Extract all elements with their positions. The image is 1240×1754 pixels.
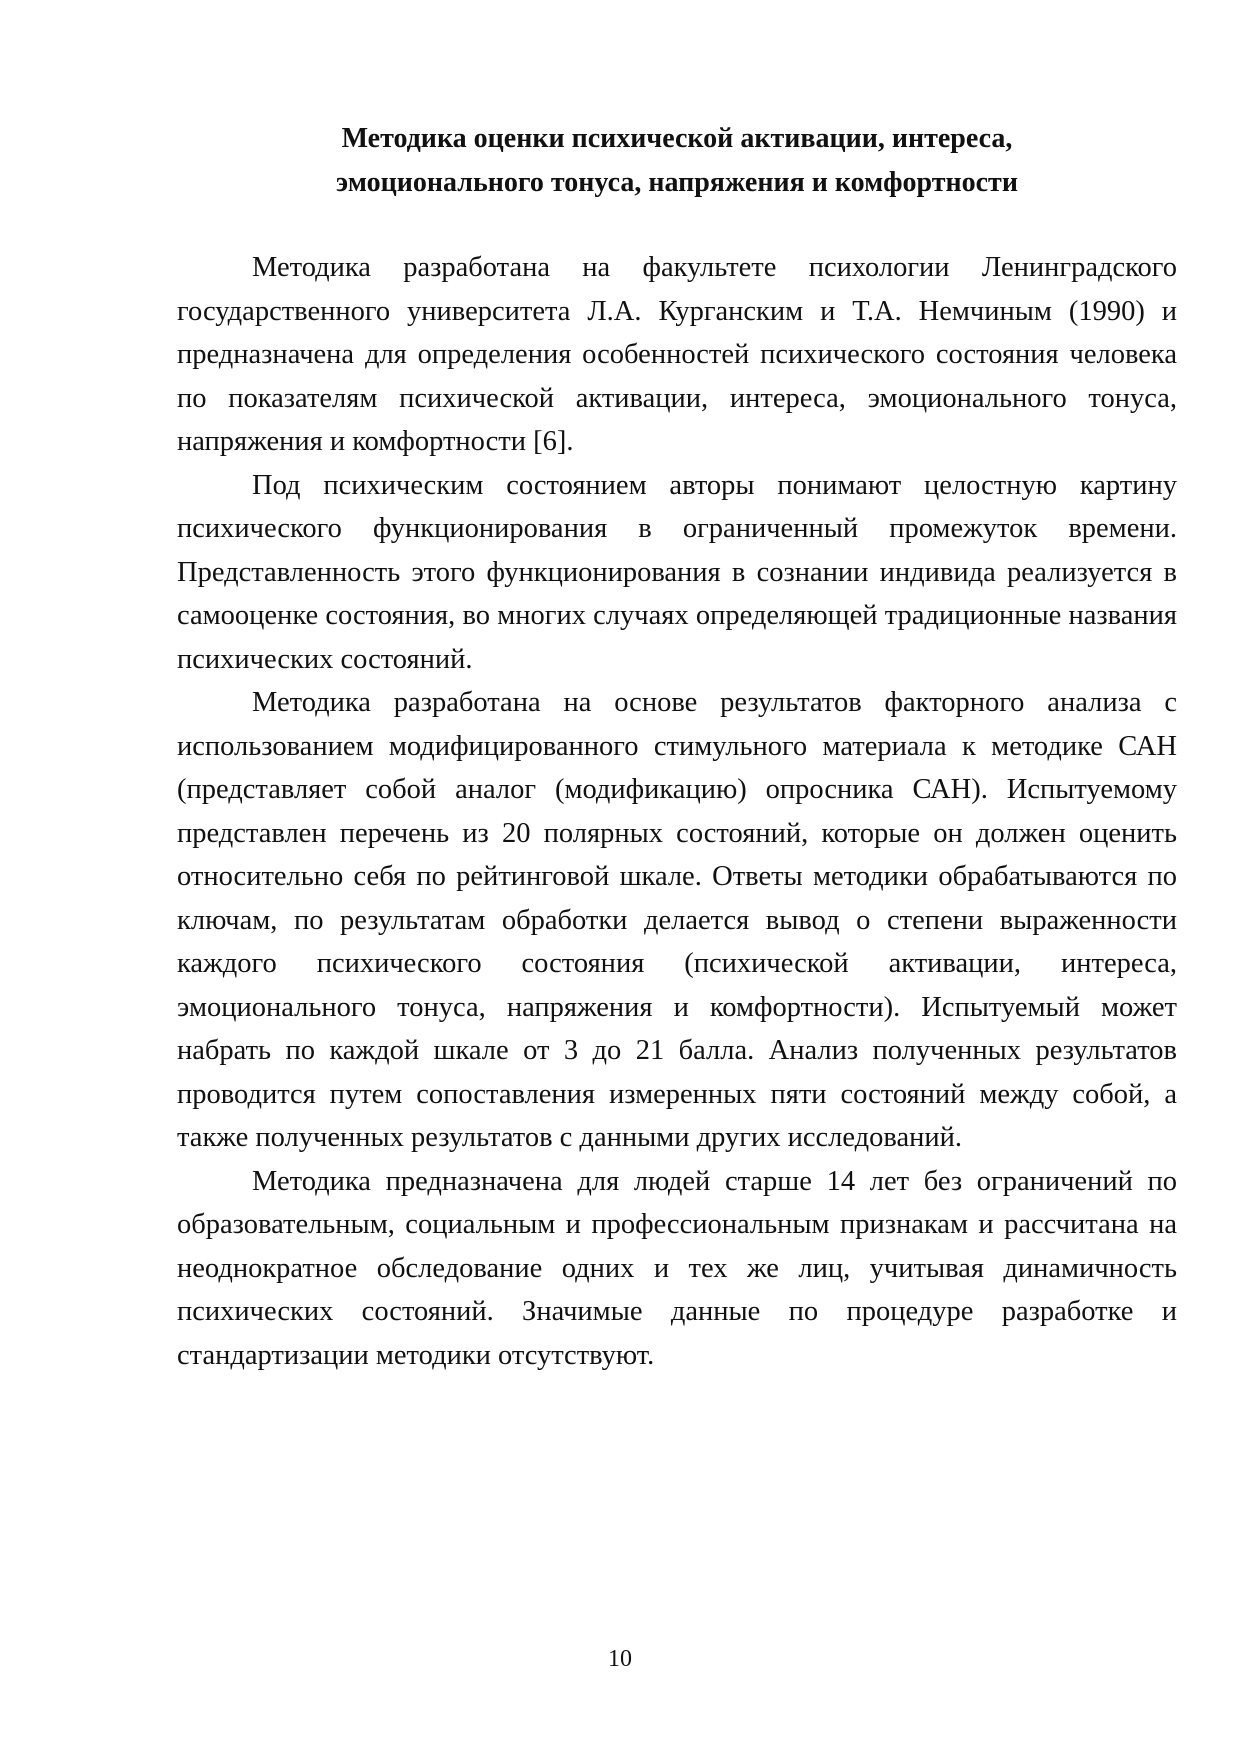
body-text <box>177 246 1177 1377</box>
page-number: 10 <box>608 1646 632 1672</box>
title-line-1: Методика оценки психической активации, интереса, <box>341 123 1013 154</box>
paragraph-2: Под психическим состоянием авторы понимают целостную картину психического функционирования в ограниченный промежуток времени. Представленность этого функционирования в сознании индивида реализуется в самооценке состояния, во многих случаях определяющей традиционные названия психических состояний. <box>177 469 1177 675</box>
page-title <box>177 117 1177 205</box>
paragraph-3: Методика разработана на основе результатов факторного анализа с использованием модифицированного стимульного материала к методике САН (представляет собой аналог (модификацию) опросника САН). Испытуемому представлен перечень из 20 полярных состояний, которые он должен оценить относительно себя по рейтинговой шкале. Ответы методики обрабатываются по ключам, по результатам обработки делается вывод о степени выраженности каждого психического состояния (психической активации, интереса, эмоционального тонуса, напряжения и комфортности). Испытуемый может набрать по каждой шкале от 3 до 21 балла. Анализ полученных результатов проводится путем сопоставления измеренных пяти состояний между собой, а также полученных результатов с данными других исследований. <box>177 687 1177 1153</box>
paragraph-4: Методика предназначена для людей старше 14 лет без ограничений по образовательным, социальным и профессиональным признакам и рассчитана на неоднократное обследование одних и тех же лиц, учитывая динамичность психических состояний. Значимые данные по процедуре разработке и стандартизации методики отсутствуют. <box>177 1165 1177 1371</box>
title-line-2: эмоционального тонуса, напряжения и комфортности <box>336 167 1018 198</box>
paragraph-1: Методика разработана на факультете психологии Ленинградского государственного университета Л.А. Курганским и Т.А. Немчиным (1990) и предназначена для определения особенностей психического состояния человека по показателям психической активации, интереса, эмоционального тонуса, напряжения и комфортности [6]. <box>177 252 1177 457</box>
